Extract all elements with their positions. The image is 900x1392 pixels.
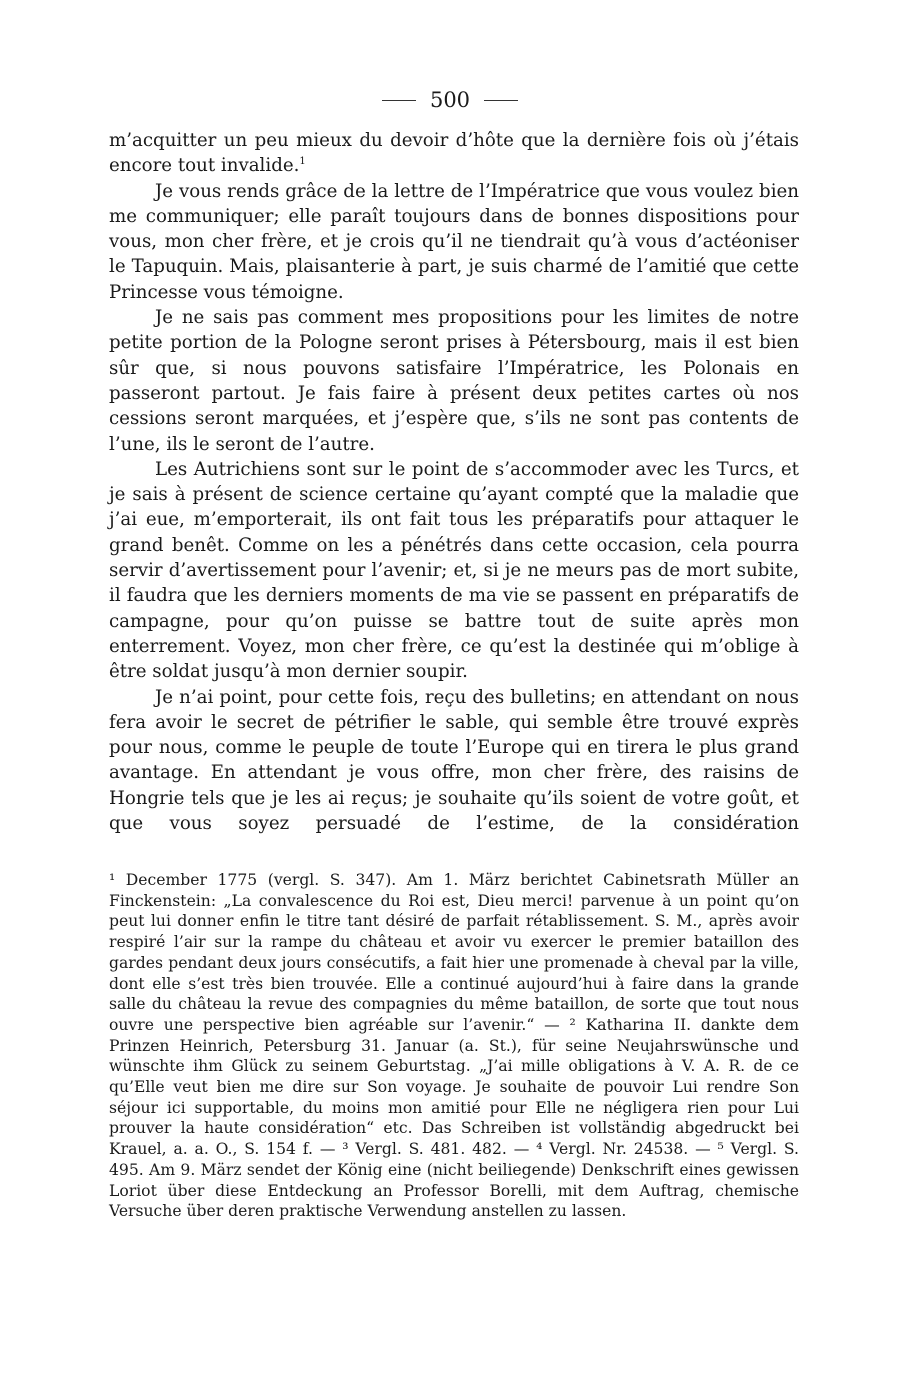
footnotes-text: ¹ December 1775 (vergl. S. 347). Am 1. März berichtet Cabinetsrath Müller an Finckenstein: „La convalescence du Roi est, Dieu merci! parvenue à un point qu’on peut lui donner enfin le titre tant désiré de parfait rétablissement. S. M., après avoir respiré l’air sur la rampe du château et avoir vu exercer le premier bataillon des gardes pendant deux jours consécutifs, a fait hier une promenade à cheval par la ville, dont elle s’est très bien trouvée. Elle a continué aujourd’hui à faire dans la grande salle du château la revue des compagnies du même bataillon, de sorte que tout nous ouvre une perspective bien agréable sur l’avenir.“ — ² Katharina II. dankte dem Prinzen Heinrich, Petersburg 31. Januar (a. St.), für seine Neujahrswünsche und wünschte ihm Glück zu seinem Geburtstag. „J’ai mille obligations à V. A. R. de ce qu’Elle veut bien me dire sur Son voyage. Je souhaite de pouvoir Lui rendre Son séjour ici supportable, du moins mon amitié pour Elle ne négligera rien pour Lui prouver la haute considération“ etc. Das Schreiben ist vollständig abgedruckt bei Krauel, a. a. O., S. 154 f. — ³ Vergl. S. 481. 482. — ⁴ Vergl. Nr. 24538. — ⁵ Vergl. S. 495. Am 9. März sendet der König eine (nicht beiliegende) Denkschrift eines gewissen Loriot über diese Entdeckung an Professor Borelli, mit dem Auftrag, chemische Versuche über deren praktische Verwendung anstellen zu lassen. bbox=[109, 871, 799, 1221]
page-number: 500 bbox=[429, 88, 471, 112]
footnotes bbox=[109, 870, 799, 1222]
header-rule-left bbox=[382, 100, 416, 101]
main-text bbox=[109, 128, 799, 836]
footnote-ref: 1 bbox=[299, 156, 306, 168]
paragraph-3: Je ne sais pas comment mes propositions pour les limites de notre petite portion de la Pologne seront prises à Pétersbourg, mais il est bien sûr que, si nous pouvons satisfaire l’Impératrice, les Polonais en passeront partout. Je fais faire à présent deux petites cartes où nos cessions seront marquées, et j’espère que, s’ils ne sont pas contents de l’une, ils le seront de l’autre. bbox=[109, 307, 799, 455]
page-header bbox=[0, 88, 900, 112]
paragraph-text: m’acquitter un peu mieux du devoir d’hôte que la dernière fois où j’étais encore tout invalide. bbox=[109, 130, 799, 177]
paragraph-4: Les Autrichiens sont sur le point de s’accommoder avec les Turcs, et je sais à présent de science certaine qu’ayant compté que la maladie que j’ai eue, m’emporterait, ils ont fait tous les préparatifs pour attaquer le grand benêt. Comme on les a pénétrés dans cette occasion, cela pourra servir d’avertissement pour l’avenir; et, si je ne meurs pas de mort subite, il faudra que les derniers moments de ma vie se passent en préparatifs de campagne, pour qu’on puisse se battre tout de suite après mon enterrement. Voyez, mon cher frère, ce qu’est la destinée qui m’oblige à être soldat jusqu’à mon dernier soupir. bbox=[109, 458, 799, 683]
paragraph-5: Je n’ai point, pour cette fois, reçu des bulletins; en attendant on nous fera avoir le secret de pétrifier le sable, qui semble être trouvé exprès pour nous, comme le peuple de toute l’Europe qui en tirera le plus grand avantage. En attendant je vous offre, mon cher frère, des raisins de Hongrie tels que je les ai reçus; je souhaite qu’ils soient de votre goût, et que vous soyez persuadé de l’estime, de la considération bbox=[109, 686, 799, 835]
paragraph-1 bbox=[109, 128, 799, 179]
header-rule-right bbox=[484, 100, 518, 101]
paragraph-2: Je vous rends grâce de la lettre de l’Impératrice que vous voulez bien me communiquer; elle paraît toujours dans de bonnes dispositions pour vous, mon cher frère, et je crois qu’il ne tiendrait qu’à vous d’actéoniser le Tapuquin. Mais, plaisanterie à part, je suis charmé de l’amitié que cette Princesse vous témoigne. bbox=[109, 180, 799, 303]
